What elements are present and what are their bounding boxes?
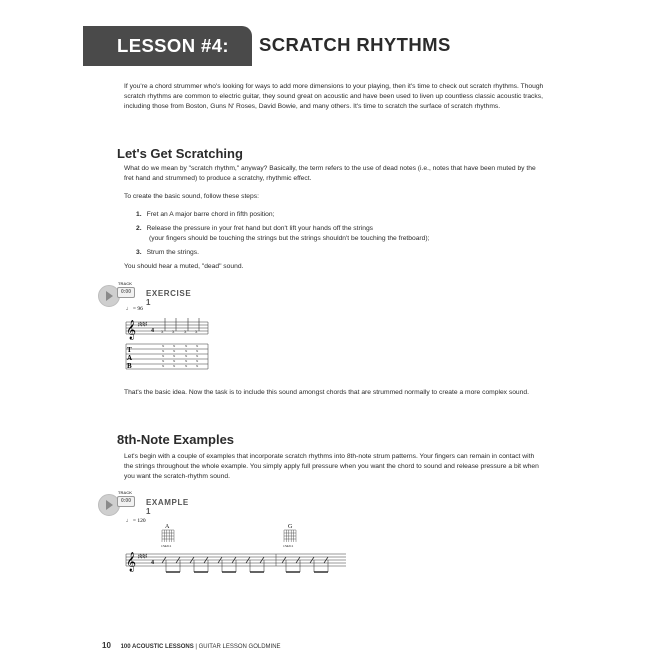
svg-text:x: x [173,343,176,348]
chord-name: A [165,524,170,530]
time-signature-icon: 4 [151,328,154,334]
step-number: 3. [136,249,142,256]
chord-name: G [288,524,293,530]
svg-text:x: x [162,363,165,368]
intro-paragraph: If you're a chord strummer who's looking for ways to add more dimensions to your playing, then it's time to check out scratch rhythms. Though scratch rhythms are common to electric guitar, they sound great on acoustic and have been used to liven up countless classic acoustic tracks, including those from Boston, Guns N' Roses, David Bowie, and many others. It's time to scratch the surface of scratch rhythms. [124,83,544,111]
lesson-number-banner [83,26,252,66]
track-time: 0:00 [117,287,135,298]
dead-note: x [195,330,198,335]
svg-text:x: x [173,348,176,353]
steps-intro: To create the basic sound, follow these steps: [124,193,259,200]
footer-divider: | [195,644,199,650]
step-item [136,248,199,258]
after-exercise-paragraph: That's the basic idea. Now the task is to include this sound amongst chords that are strummed normally to create a more complex sound. [124,389,529,396]
treble-clef-icon: 𝄞 [126,552,137,571]
svg-text:x: x [173,358,176,363]
dead-note: x [184,330,187,335]
svg-text:x: x [162,358,165,363]
lesson-title: SCRATCH RHYTHMS [259,34,451,55]
step-number: 1. [136,211,142,218]
book-title: 100 ACOUSTIC LESSONS [120,644,194,650]
chord-fingering: 134211 [161,544,172,548]
exercise-notation [118,302,218,377]
svg-text:x: x [196,343,199,348]
svg-text:x: x [185,343,188,348]
tab-letter: B [127,362,132,370]
step-text: Fret an A major barre chord in fifth position; [146,211,275,218]
dead-note: x [172,330,175,335]
step-number: 2. [136,225,142,232]
exercise-label: EXERCISE 1 [146,289,192,307]
page-footer [102,641,281,650]
section2-paragraph: Let's begin with a couple of examples that incorporate scratch rhythms into 8th-note strum patterns. Your fingers can remain in contact with the strings throughout the whole example. You simply apply full pressure when you want the chord to sound and release pressure a bit when you want the scratch-rhythm sound. [124,453,539,481]
section1-closing: You should hear a muted, "dead" sound. [124,263,244,270]
key-signature-icon: ♯♯♯ [138,322,147,328]
track-label: TRACK [118,490,132,495]
treble-clef-icon: 𝄞 [126,320,137,339]
section-heading-scratching: Let's Get Scratching [117,146,243,161]
step-continuation: (your fingers should be touching the strings but the strings shouldn't be touching the fretboard); [149,235,430,243]
svg-text:x: x [196,348,199,353]
lesson-number: LESSON #4: [117,35,229,56]
svg-text:x: x [185,353,188,358]
example-label: EXAMPLE 1 [146,498,189,516]
page-number: 10 [102,641,111,650]
time-signature-icon: 4 [151,560,154,566]
svg-text:x: x [196,353,199,358]
chord-diagram-g [284,530,296,542]
svg-text:x: x [185,348,188,353]
key-signature-icon: ♯♯♯ [138,554,147,560]
tab-letter: A [127,354,133,362]
svg-text:x: x [162,343,165,348]
svg-text:x: x [162,348,165,353]
track-time: 0:00 [117,496,135,507]
exercise-tempo: ♩ = 96 [126,306,143,312]
step-item [136,224,429,244]
section1-paragraph: What do we mean by "scratch rhythm," anyway? Basically, the term refers to the use of dead notes (i.e., notes that have been muted by the fret hand and strummed) to produce a scratchy, rhythmic effect. [124,165,536,183]
dead-note: x [161,330,164,335]
svg-text:x: x [196,358,199,363]
section-heading-8th-note: 8th-Note Examples [117,432,235,447]
example-tempo: ♩ = 120 [126,518,146,524]
tab-letter: T [127,346,132,354]
svg-text:x: x [196,363,199,368]
svg-text:x: x [162,353,165,358]
chord-fingering: 134211 [283,544,294,548]
svg-text:x: x [173,363,176,368]
svg-text:x: x [185,358,188,363]
svg-text:x: x [173,353,176,358]
svg-text:x: x [185,363,188,368]
step-text: Release the pressure in your fret hand but don't lift your hands off the strings [146,225,374,232]
series-title: GUITAR LESSON GOLDMINE [198,644,281,650]
step-item [136,210,274,220]
track-label: TRACK [118,281,132,286]
step-text: Strum the strings. [146,249,199,256]
chord-diagram-a [162,530,174,542]
example-notation [118,510,353,580]
